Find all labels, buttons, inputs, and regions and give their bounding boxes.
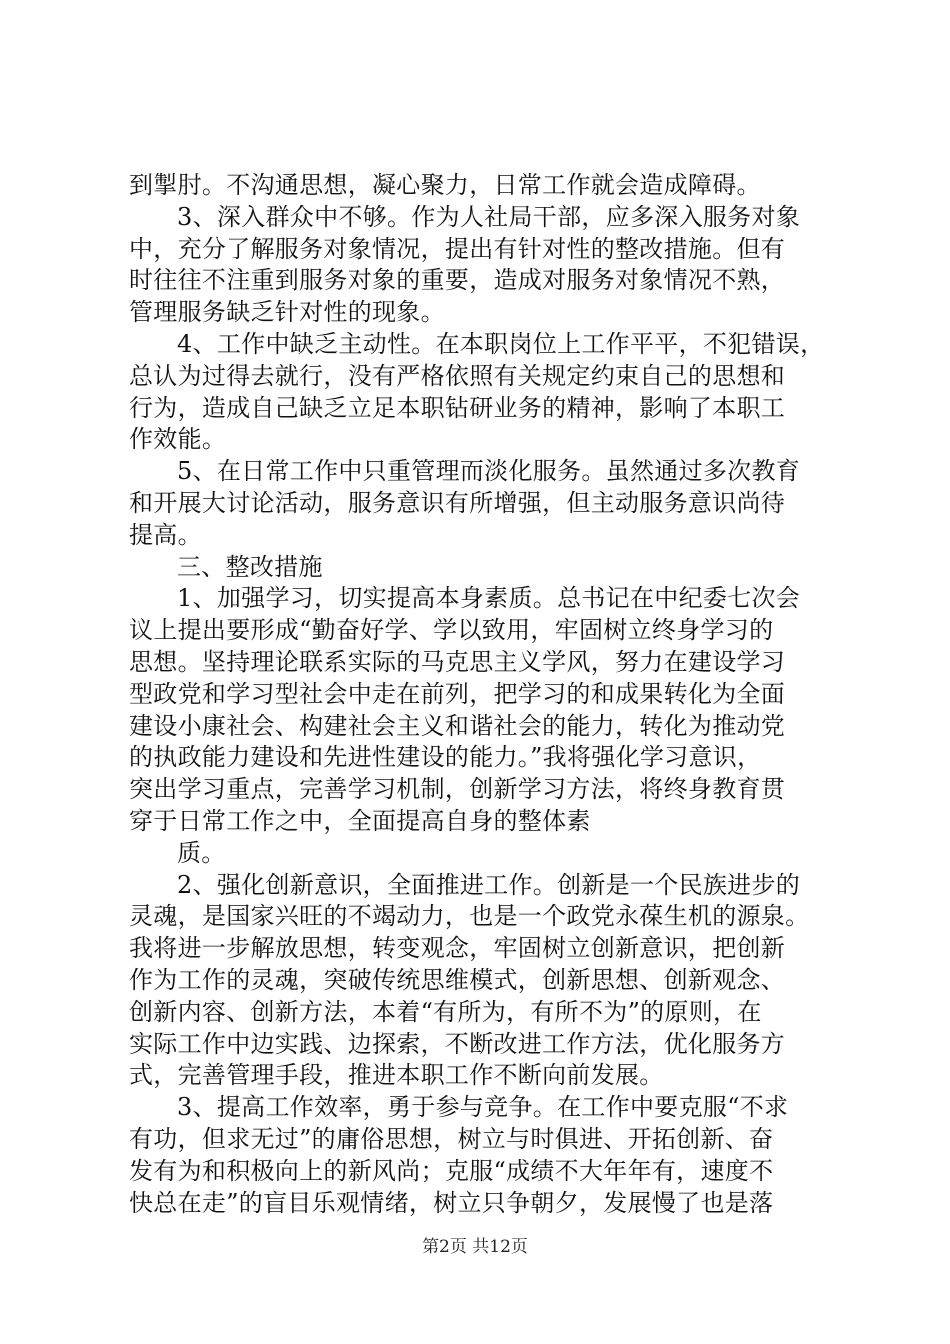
text-line: 中，充分了解服务对象情况，提出有针对性的整改措施。但有 (129, 234, 786, 263)
text-line: 有功，但求无过”的庸俗思想，树立与时俱进、开拓创新、奋 (129, 1124, 774, 1153)
body-text (129, 170, 829, 1219)
page-footer: 第2页 共12页 (422, 1237, 528, 1257)
text-line: 5、在日常工作中只重管理而淡化服务。虽然通过多次教育 (177, 457, 801, 486)
text-line: 到掣肘。不沟通思想，凝心聚力，日常工作就会造成障碍。 (129, 171, 761, 199)
text-line: 质。 (177, 838, 226, 867)
text-line: 灵魂，是国家兴旺的不竭动力，也是一个政党永葆生机的源泉。 (129, 902, 810, 931)
text-line: 时往往不注重到服务对象的重要，造成对服务对象情况不熟， (129, 266, 786, 295)
text-line: 式，完善管理手段，推进本职工作不断向前发展。 (129, 1061, 664, 1090)
text-line: 1、加强学习，切实提高本身素质。总书记在中纪委七次会 (177, 584, 801, 613)
text-line: 作效能。 (129, 425, 227, 454)
text-line: 的执政能力建设和先进性建设的能力。”我将强化学习意识， (129, 743, 762, 772)
text-line: 型政党和学习型社会中走在前列，把学习的和成果转化为全面 (129, 679, 786, 708)
text-line: 作为工作的灵魂，突破传统思维模式，创新思想、创新观念、 (129, 965, 786, 994)
text-line: 提高。 (129, 520, 202, 549)
text-line: 3、深入群众中不够。作为人社局干部，应多深入服务对象 (177, 202, 801, 231)
text-line: 建设小康社会、构建社会主义和谐社会的能力，转化为推动党 (129, 711, 786, 740)
text-line: 议上提出要形成“勤奋好学、学以致用，牢固树立终身学习的 (129, 616, 774, 645)
text-line: 和开展大讨论活动，服务意识有所增强，但主动服务意识尚待 (129, 488, 786, 517)
text-line: 4、工作中缺乏主动性。在本职岗位上工作平平，不犯错误， (177, 329, 825, 358)
text-line: 3、提高工作效率，勇于参与竞争。在工作中要克服“不求 (177, 1093, 789, 1122)
text-line: 突出学习重点，完善学习机制，创新学习方法，将终身教育贯 (129, 775, 786, 804)
text-line: 总认为过得去就行，没有严格依照有关规定约束自己的思想和 (129, 361, 786, 390)
text-line: 创新内容、创新方法，本着“有所为，有所不为”的原则，在 (129, 997, 762, 1026)
text-line: 2、强化创新意识，全面推进工作。创新是一个民族进步的 (177, 870, 801, 899)
text-line: 管理服务缺乏针对性的现象。 (129, 298, 445, 327)
text-line: 行为，造成自己缺乏立足本职钻研业务的精神，影响了本职工 (129, 393, 786, 422)
text-line: 发有为和积极向上的新风尚；克服“成绩不大年年有，速度不 (129, 1156, 774, 1185)
text-line: 我将进一步解放思想，转变观念，牢固树立创新意识，把创新 (129, 934, 786, 963)
text-line: 穿于日常工作之中，全面提高自身的整体素 (129, 806, 591, 835)
text-line: 三、整改措施 (177, 552, 323, 581)
text-line: 实际工作中边实践、边探索，不断改进工作方法，优化服务方 (129, 1029, 786, 1058)
text-line: 思想。坚持理论联系实际的马克思主义学风，努力在建设学习 (129, 647, 786, 676)
text-line: 快总在走”的盲目乐观情绪，树立只争朝夕，发展慢了也是落 (129, 1188, 774, 1217)
